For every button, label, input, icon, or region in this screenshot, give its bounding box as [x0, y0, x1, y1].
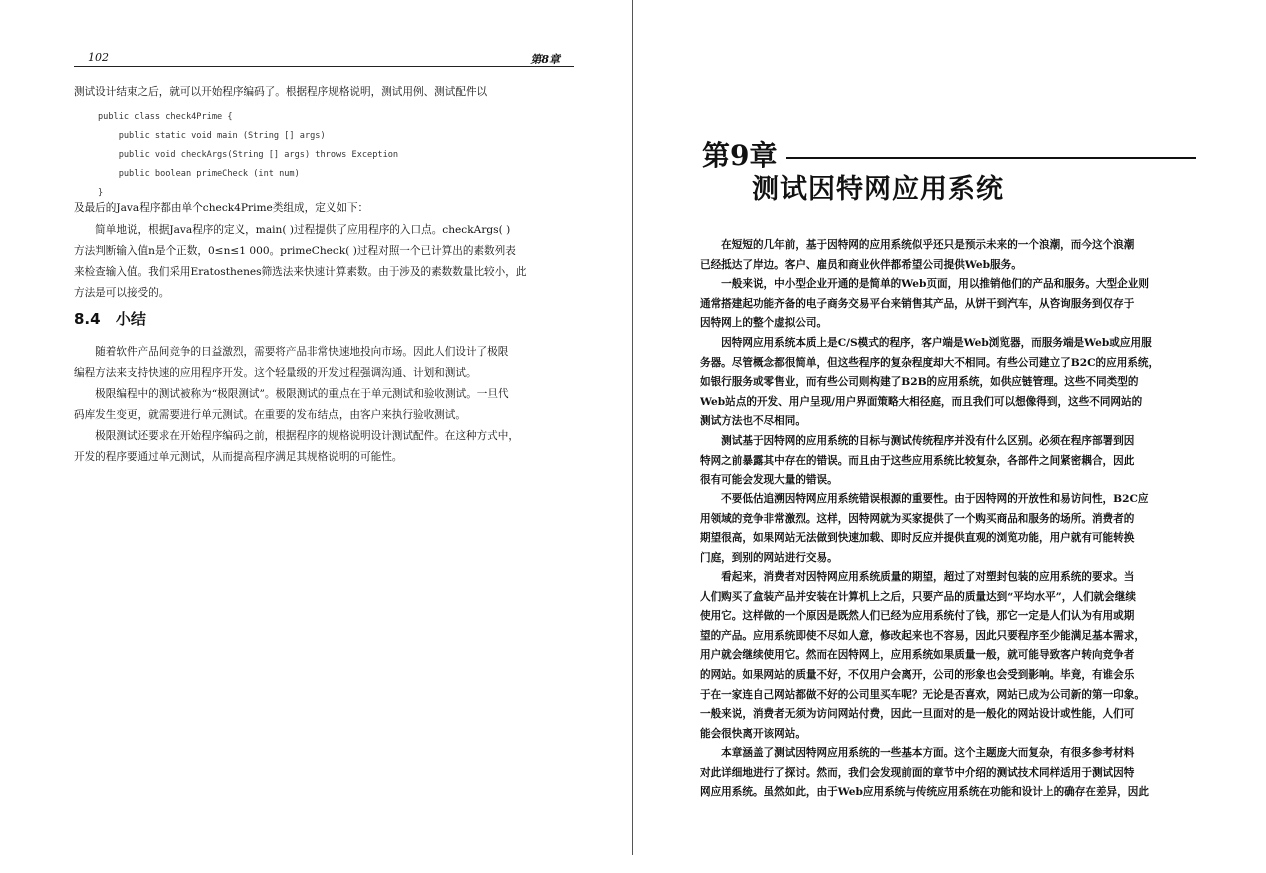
page-divider	[632, 0, 633, 855]
code-line: }	[98, 188, 104, 198]
text-line: 极限编程中的测试被称为“极限测试”。极限测试的重点在于单元测试和验收测试。一旦代	[74, 388, 509, 400]
text-line: 方法是可以接受的。	[74, 287, 170, 299]
text-line: 因特网应用系统本质上是C/S模式的程序，客户端是Web浏览器，而服务端是Web或应用服	[700, 337, 1152, 349]
code-line: public void checkArgs(String [] args) throws Exception	[98, 150, 399, 160]
text-line: 已经抵达了岸边。客户、雇员和商业伙伴都希望公司提供Web服务。	[700, 258, 1022, 271]
running-header	[74, 50, 574, 67]
chapter-title: 测试因特网应用系统	[752, 174, 1004, 205]
text-line: 开发的程序要通过单元测试，从而提高程序满足其规格说明的可能性。	[74, 451, 403, 463]
text-line: 及最后的Java程序都由单个check4Prime类组成，定义如下：	[74, 202, 369, 214]
text-line: 本章涵盖了测试因特网应用系统的一些基本方面。这个主题庞大而复杂，有很多参考材料	[700, 747, 1135, 759]
text-line: 测试设计结束之后，就可以开始程序编码了。根据程序规格说明，测试用例、测试配件以	[74, 86, 488, 98]
text-line: 测试方法也不尽相同。	[700, 415, 806, 428]
chapter-number: 第9章	[702, 139, 778, 172]
code-line: public class check4Prime {	[98, 112, 233, 122]
text-line: 对此详细地进行了探讨。然而，我们会发现前面的章节中介绍的测试技术同样适用于测试因特	[700, 766, 1135, 779]
after-code-paragraph	[74, 198, 574, 219]
intro-paragraph	[74, 82, 574, 103]
text-line: 务器。尽管概念都很简单，但这些程序的复杂程度却大不相同。有些公司建立了B2C的应用系统，	[700, 356, 1160, 369]
text-line: 网应用系统。虽然如此，由于Web应用系统与传统应用系统在功能和设计上的确存在差异，因此	[700, 786, 1149, 799]
text-line: 简单地说，根据Java程序的定义，main( )过程提供了应用程序的入口点。checkArgs( )	[74, 224, 511, 236]
text-line: 不要低估追溯因特网应用系统错误根源的重要性。由于因特网的开放性和易访问性，B2C应	[700, 493, 1149, 505]
body-paragraph	[700, 275, 1196, 334]
body-paragraph	[700, 490, 1196, 568]
section-heading	[74, 308, 156, 329]
text-line: 极限测试还要求在开始程序编码之前，根据程序的规格说明设计测试配件。在这种方式中，	[74, 430, 519, 442]
text-line: 望的产品。应用系统即使不尽如人意，修改起来也不容易，因此只要程序至少能满足基本需求，	[700, 629, 1145, 642]
text-line: 测试基于因特网的应用系统的目标与测试传统程序并没有什么区别。必须在程序部署到因	[700, 435, 1135, 447]
code-block	[98, 108, 398, 203]
chapter-rule	[786, 157, 1196, 159]
text-line: 的网站。如果网站的质量不好，不仅用户会离开，公司的形象也会受到影响。毕竟，有谁会乐	[700, 668, 1135, 681]
body-paragraph	[700, 744, 1196, 803]
text-line: 期望很高，如果网站无法做到快速加载、即时反应并提供直观的浏览功能，用户就有可能转换	[700, 532, 1135, 545]
text-line: 人们购买了盒装产品并安装在计算机上之后，只要产品的质量达到“平均水平”，人们就会继续	[700, 590, 1136, 603]
text-line: 在短短的几年前，基于因特网的应用系统似乎还只是预示未来的一个浪潮，而今这个浪潮	[700, 239, 1135, 251]
section-title: 小结	[115, 310, 146, 328]
body-paragraph	[700, 334, 1196, 432]
summary-paragraphs	[74, 342, 574, 468]
text-line: 很有可能会发现大量的错误。	[700, 474, 838, 487]
text-line: 一般来说，中小型企业开通的是简单的Web页面，用以推销他们的产品和服务。大型企业则	[700, 278, 1149, 290]
text-line: 通常搭建起功能齐备的电子商务交易平台来销售其产品，从饼干到汽车，从咨询服务到仅存于	[700, 297, 1135, 310]
text-line: 如银行服务或零售业，而有些公司则构建了B2B的应用系统，如供应链管理。这些不同类型的	[700, 376, 1139, 389]
text-line: 一般来说，消费者无须为访问网站付费，因此一旦面对的是一般化的网站设计或性能，人们可	[700, 708, 1135, 721]
section-number: 8.4	[74, 310, 101, 328]
text-line: 特网之前暴露其中存在的错误。而且由于这些应用系统比较复杂，各部件之间紧密耦合，因此	[700, 454, 1135, 467]
body-paragraph	[700, 432, 1196, 491]
text-line: 用户就会继续使用它。然而在因特网上，应用系统如果质量一般，就可能导致客户转向竞争者	[700, 649, 1135, 662]
body-paragraph	[700, 236, 1196, 275]
text-line: 门庭，到别的网站进行交易。	[700, 551, 838, 564]
text-line: 来检查输入值。我们采用Eratosthenes筛选法来快速计算素数。由于涉及的素数数量比较小，此	[74, 266, 527, 278]
body-paragraph	[700, 568, 1196, 744]
code-line: public boolean primeCheck (int num)	[98, 169, 300, 179]
text-line: 使用它。这样做的一个原因是既然人们已经为应用系统付了钱，那它一定是人们认为有用或期	[700, 610, 1135, 623]
text-line: 方法判断输入值n是个正数，0≤n≤1 000。primeCheck( )过程对照一个已计算出的素数列表	[74, 245, 516, 257]
running-chapter: 第8章	[530, 53, 560, 66]
text-line: 看起来，消费者对因特网应用系统质量的期望，超过了对塑封包装的应用系统的要求。当	[700, 571, 1135, 583]
code-line: public static void main (String [] args)	[98, 131, 326, 141]
left-page	[0, 0, 632, 873]
right-page	[652, 0, 1266, 873]
text-line: 于在一家连自己网站都做不好的公司里买车呢？无论是否喜欢，网站已成为公司新的第一印象。	[700, 688, 1145, 701]
text-line: Web站点的开发、用户呈现/用户界面策略大相径庭，而且我们可以想像得到，这些不同网站的	[700, 395, 1143, 408]
text-line: 编程方法来支持快速的应用程序开发。这个轻量级的开发过程强调沟通、计划和测试。	[74, 367, 477, 379]
text-line: 用领域的竞争非常激烈。这样，因特网就为买家提供了一个购买商品和服务的场所。消费者的	[700, 512, 1135, 525]
text-line: 能会很快离开该网站。	[700, 727, 806, 740]
definition-paragraph	[74, 220, 574, 304]
text-line: 因特网上的整个虚拟公司。	[700, 317, 828, 330]
page-number: 102	[88, 51, 109, 64]
text-line: 码库发生变更，就需要进行单元测试。在重要的发布结点，由客户来执行验收测试。	[74, 409, 466, 421]
text-line: 随着软件产品间竞争的日益激烈，需要将产品非常快速地投向市场。因此人们设计了极限	[74, 346, 509, 358]
